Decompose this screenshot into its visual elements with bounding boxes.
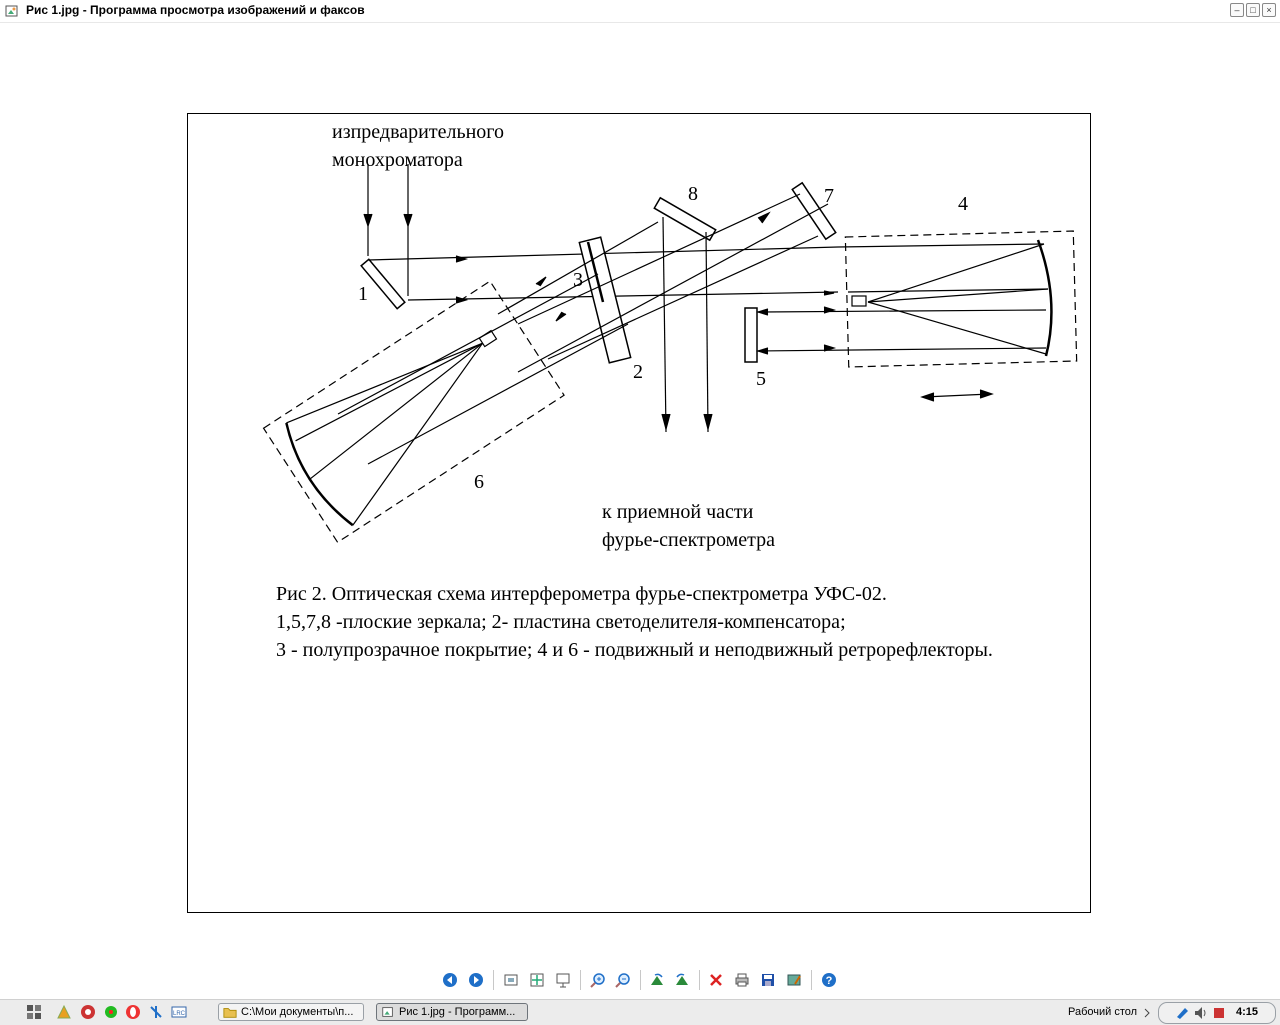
- start-windows-icon[interactable]: [26, 1004, 42, 1020]
- label-8: 8: [688, 183, 698, 205]
- toolbar-separator: [640, 970, 641, 990]
- tray-network-icon[interactable]: [1175, 1005, 1191, 1021]
- taskbar-button-explorer[interactable]: [218, 1003, 364, 1021]
- help-button[interactable]: [820, 971, 838, 989]
- slideshow-button[interactable]: [554, 971, 572, 989]
- quicklaunch-app-icon[interactable]: [56, 1004, 72, 1020]
- label-from-monochromator-2: монохроматора: [332, 149, 463, 171]
- toolbar-separator: [699, 970, 700, 990]
- caption-line-3: 3 - полупрозрачное покрытие; 4 и 6 - подвижный и неподвижный ретрорефлекторы.: [276, 639, 993, 661]
- taskbar: [0, 999, 1280, 1025]
- svg-text:?: ?: [825, 975, 833, 987]
- label-6: 6: [474, 471, 484, 493]
- rotate-clockwise-button[interactable]: [648, 971, 666, 989]
- toolbar-separator: [493, 970, 494, 990]
- displayed-image: [187, 113, 1091, 913]
- zoom-out-button[interactable]: [614, 971, 632, 989]
- label-5: 5: [756, 368, 766, 390]
- zoom-in-button[interactable]: [589, 971, 607, 989]
- best-fit-icon: [503, 972, 519, 988]
- printer-icon: [734, 972, 750, 988]
- save-icon: [760, 972, 776, 988]
- caption-line-2: 1,5,7,8 -плоские зеркала; 2- пластина светоделителя-компенсатора;: [276, 611, 846, 633]
- window-title: Рис 1.jpg - Программа просмотра изображений и факсов: [26, 3, 365, 17]
- image-viewer-icon: [4, 3, 20, 19]
- rotate-counterclockwise-icon: [674, 972, 690, 988]
- label-4: 4: [958, 193, 968, 215]
- print-button[interactable]: [733, 971, 751, 989]
- folder-icon: [223, 1005, 237, 1019]
- rotate-counterclockwise-button[interactable]: [673, 971, 691, 989]
- image-viewer-area: [0, 23, 1280, 963]
- taskbar-button-image-viewer-label: Рис 1.jpg - Программ...: [399, 1006, 516, 1018]
- taskbar-button-explorer-label: C:\Мои документы\п...: [241, 1006, 354, 1018]
- edit-button[interactable]: [785, 971, 803, 989]
- next-image-button[interactable]: [467, 971, 485, 989]
- close-button[interactable]: ×: [1262, 3, 1276, 17]
- zoom-in-icon: [590, 972, 606, 988]
- label-from-monochromator-1: изпредварительного: [332, 121, 504, 143]
- best-fit-button[interactable]: [502, 971, 520, 989]
- quicklaunch-tool-icon[interactable]: [148, 1004, 164, 1020]
- svg-text:LRC: LRC: [172, 1011, 186, 1017]
- title-bar: [0, 0, 1280, 23]
- taskbar-button-image-viewer[interactable]: [376, 1003, 528, 1021]
- quicklaunch-opera-icon[interactable]: [125, 1004, 141, 1020]
- label-to-receiver-2: фурье-спектрометра: [602, 529, 776, 551]
- delete-button[interactable]: [707, 971, 725, 989]
- window-controls: [1230, 3, 1276, 17]
- quicklaunch-lrc-icon[interactable]: [171, 1004, 187, 1020]
- label-to-receiver-1: к приемной части: [602, 501, 754, 523]
- help-icon: [821, 972, 837, 988]
- toolbar-separator: [811, 970, 812, 990]
- save-button[interactable]: [759, 971, 777, 989]
- delete-icon: [708, 972, 724, 988]
- previous-image-button[interactable]: [441, 971, 459, 989]
- quicklaunch-icq-icon[interactable]: [103, 1004, 119, 1020]
- image-viewer-icon: [381, 1005, 395, 1019]
- label-1: 1: [358, 283, 368, 305]
- slideshow-icon: [555, 972, 571, 988]
- rotate-clockwise-icon: [649, 972, 665, 988]
- next-icon: [468, 972, 484, 988]
- system-tray: [1158, 1002, 1276, 1024]
- actual-size-icon: [529, 972, 545, 988]
- actual-size-button[interactable]: [528, 971, 546, 989]
- caption-line-1: Рис 2. Оптическая схема интерферометра фурье-спектрометра УФС-02.: [276, 583, 887, 605]
- tray-volume-icon[interactable]: [1193, 1005, 1209, 1021]
- viewer-toolbar: [0, 963, 1280, 999]
- label-7: 7: [824, 185, 834, 207]
- clock: 4:15: [1236, 1006, 1259, 1018]
- zoom-out-icon: [615, 972, 631, 988]
- maximize-button[interactable]: □: [1246, 3, 1260, 17]
- toolbar-separator: [580, 970, 581, 990]
- label-3: 3: [573, 269, 583, 291]
- chevron-right-icon[interactable]: [1143, 1008, 1151, 1018]
- edit-icon: [786, 972, 802, 988]
- desktop-toolbar-label[interactable]: Рабочий стол: [1068, 1006, 1138, 1018]
- minimize-button[interactable]: –: [1230, 3, 1244, 17]
- tray-app-icon[interactable]: [1211, 1005, 1227, 1021]
- label-2: 2: [633, 361, 643, 383]
- previous-icon: [442, 972, 458, 988]
- quicklaunch-media-icon[interactable]: [80, 1004, 96, 1020]
